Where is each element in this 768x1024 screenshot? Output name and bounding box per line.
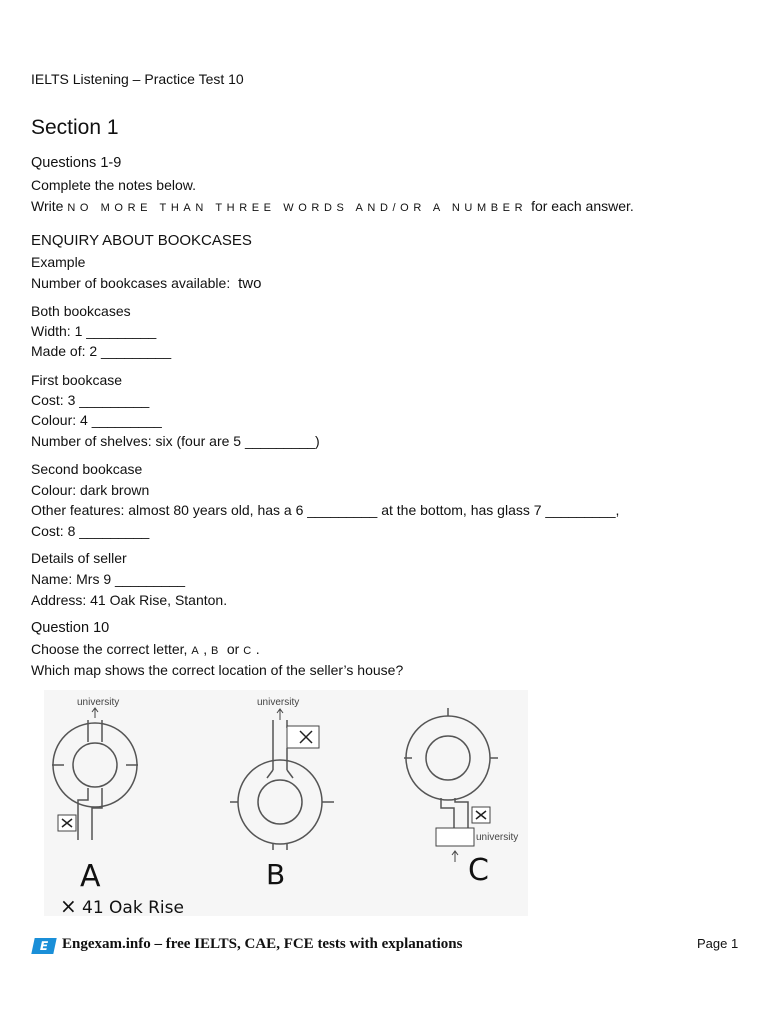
choose-prefix: Choose the correct letter, bbox=[31, 641, 188, 657]
seller-address: Address: 41 Oak Rise, Stanton. bbox=[31, 592, 228, 608]
letter-b: B bbox=[211, 645, 223, 657]
word-limit: NO MORE THAN THREE WORDS AND/OR A NUMBER bbox=[67, 202, 528, 214]
section-title: Section 1 bbox=[31, 116, 119, 139]
page-number: Page 1 bbox=[697, 936, 739, 951]
letter-a: A bbox=[191, 645, 204, 657]
map-a-letter: A bbox=[80, 859, 101, 894]
example-label: Example bbox=[31, 254, 86, 270]
question-1-width: Width: 1 _________ bbox=[31, 323, 157, 339]
choose-letter-instruction bbox=[31, 641, 260, 657]
both-bookcases-heading: Both bookcases bbox=[31, 303, 131, 319]
map-c-university-box bbox=[436, 828, 474, 846]
second-bookcase-heading: Second bookcase bbox=[31, 461, 143, 477]
map-a bbox=[52, 697, 138, 894]
map-b bbox=[230, 697, 334, 891]
instruction-complete-notes: Complete the notes below. bbox=[31, 177, 196, 193]
maps-svg bbox=[44, 690, 528, 916]
map-a-university-label: university bbox=[77, 697, 120, 708]
write-prefix: Write bbox=[31, 198, 64, 214]
questions-6-7-features: Other features: almost 80 years old, has a 6 _________ at the bottom, has glass 7 _________, bbox=[31, 502, 620, 518]
map-c bbox=[404, 708, 518, 888]
or-word: or bbox=[226, 641, 240, 657]
first-bookcase-heading: First bookcase bbox=[31, 372, 123, 388]
question-4-colour: Colour: 4 _________ bbox=[31, 412, 162, 428]
write-instruction bbox=[31, 198, 634, 214]
write-suffix: for each answer. bbox=[531, 198, 634, 214]
notes-heading: ENQUIRY ABOUT BOOKCASES bbox=[31, 232, 252, 249]
example-line bbox=[31, 275, 261, 292]
document-header: IELTS Listening – Practice Test 10 bbox=[31, 71, 244, 87]
map-b-house-box bbox=[287, 726, 319, 748]
example-question: Number of bookcases available: bbox=[31, 275, 231, 291]
separator: , bbox=[203, 641, 208, 657]
questions-1-9-title: Questions 1-9 bbox=[31, 155, 122, 171]
question-8-cost: Cost: 8 _________ bbox=[31, 523, 150, 539]
seller-heading: Details of seller bbox=[31, 550, 127, 566]
engexam-logo: E bbox=[31, 938, 56, 954]
letter-c: C bbox=[243, 645, 256, 657]
question-2-material: Made of: 2 _________ bbox=[31, 343, 172, 359]
map-c-university-label: university bbox=[476, 832, 519, 843]
period: . bbox=[255, 641, 260, 657]
legend-text: 41 Oak Rise bbox=[82, 898, 184, 916]
map-c-letter: C bbox=[468, 853, 489, 888]
map-legend bbox=[60, 894, 184, 916]
question-3-cost: Cost: 3 _________ bbox=[31, 392, 150, 408]
question-10-text: Which map shows the correct location of the seller’s house? bbox=[31, 662, 404, 678]
question-10-title: Question 10 bbox=[31, 620, 110, 636]
footer-text[interactable]: Engexam.info – free IELTS, CAE, FCE tests with explanations bbox=[62, 936, 463, 952]
legend-x-icon: × bbox=[60, 894, 77, 916]
question-5-shelves: Number of shelves: six (four are 5 _________) bbox=[31, 433, 320, 449]
map-options-figure bbox=[44, 690, 528, 916]
second-colour: Colour: dark brown bbox=[31, 482, 150, 498]
question-9-name: Name: Mrs 9 _________ bbox=[31, 571, 186, 587]
map-b-letter: B bbox=[266, 858, 286, 891]
map-b-university-label: university bbox=[257, 697, 300, 708]
example-answer: two bbox=[238, 275, 262, 292]
